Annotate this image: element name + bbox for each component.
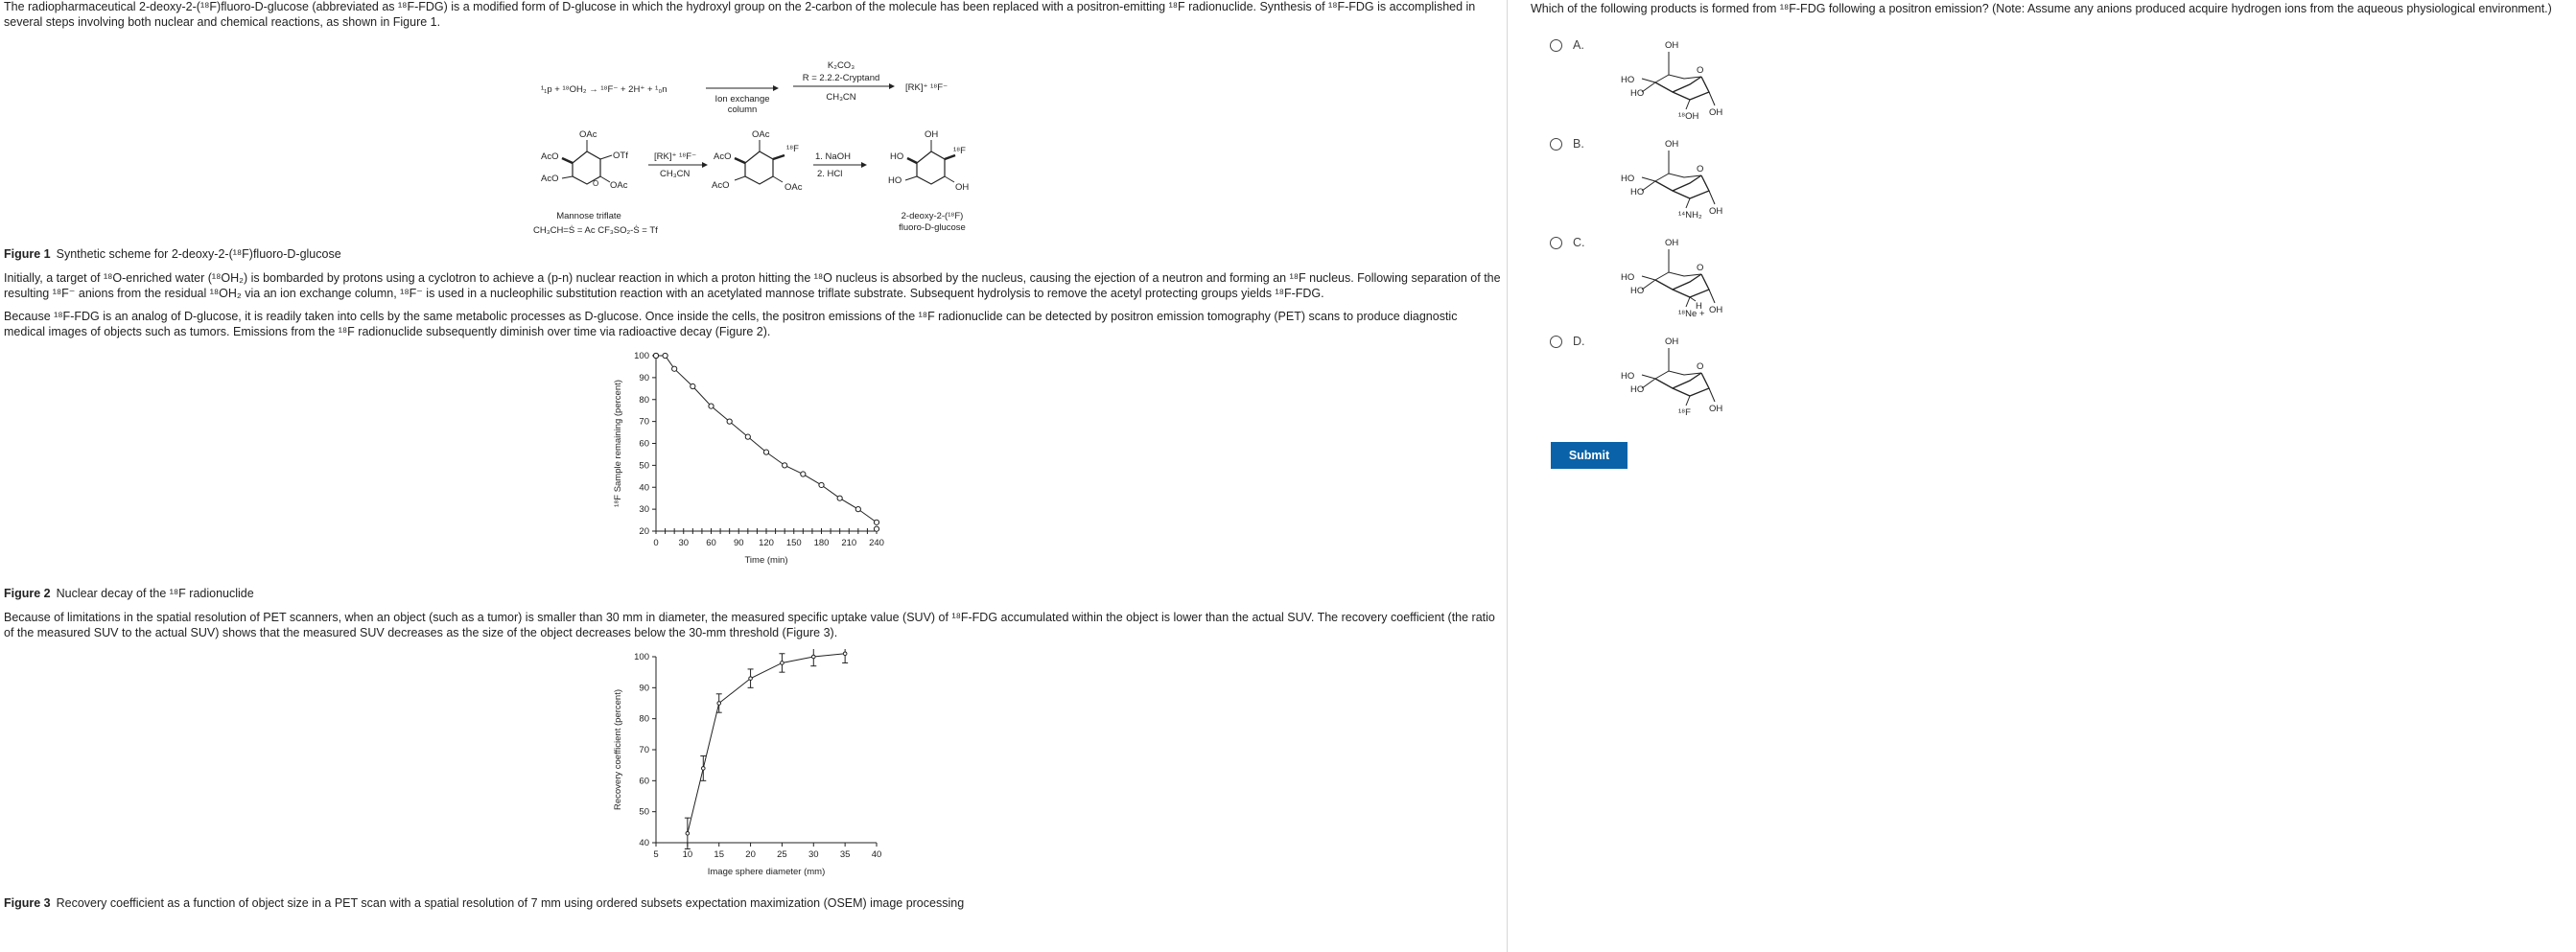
c2-bond [1686,396,1690,406]
x-tick-label: 210 [841,538,857,548]
y-tick-label: 80 [639,713,649,725]
recovery-curve [688,654,845,834]
question-text: Which of the following products is formed from ¹⁸F-FDG following a positron emission? (Note: Assume any anions produced acquire hydrogen ions from the aqueous physiological environment.) [1531,2,2552,15]
data-point [701,767,705,771]
y-tick-label: 40 [639,482,649,494]
x-tick-label: 5 [653,849,659,860]
svg-text:AcO: AcO [714,151,732,162]
data-point [801,472,806,476]
svg-text:AcO: AcO [712,180,730,191]
ho-bond [1642,375,1655,379]
oh-bond [1709,388,1715,402]
data-point [663,353,667,358]
data-point [653,353,658,358]
reagent-top: K₂CO₃ [827,60,855,71]
option-b-radio[interactable] [1550,138,1562,151]
y-tick-label: 100 [634,652,649,662]
ring-bond [1673,373,1709,396]
mannose-triflate-structure [541,129,628,191]
submit-button[interactable]: Submit [1551,442,1628,469]
ho-label: HO [1630,187,1645,197]
svg-text:OAc: OAc [752,129,770,140]
figure1-caption: Figure 1 Synthetic scheme for 2-deoxy-2-(¹⁸F)fluoro-D-glucose [4,247,341,261]
svg-text:OH: OH [955,182,970,193]
option-d-radio[interactable] [1550,336,1562,348]
data-point [783,463,787,468]
y-tick-label: 90 [639,683,649,694]
x-tick-label: 180 [813,538,830,548]
data-point [819,482,824,487]
data-point [709,404,714,408]
svg-text:HO: HO [888,175,902,186]
data-point [837,496,842,500]
option-c-radio[interactable] [1550,237,1562,249]
x-tick-label: 30 [678,538,690,548]
ring-oxygen-label: O [1697,361,1704,372]
oh-bond [1709,92,1715,105]
ho-label: HO [1621,75,1635,85]
y-tick-label: 30 [639,504,649,516]
x-tick-label: 120 [759,538,774,548]
data-point [874,526,878,531]
data-point [811,655,815,659]
data-point [843,652,847,656]
ho-label: HO [1621,272,1635,283]
x-tick-label: 150 [785,538,802,548]
y-tick-label: 60 [639,438,649,450]
column-label-2: column [727,104,758,115]
y-tick-label: 100 [634,351,649,361]
option-d[interactable] [1550,333,1838,419]
y-tick-label: 70 [639,416,649,428]
intro-paragraph: The radiopharmaceutical 2-deoxy-2-(¹⁸F)fluoro-D-glucose (abbreviated as ¹⁸F-FDG) is a modified form of D-glucose in which the hydroxyl group on the 2-carbon of the molecule has been replaced with a positron-emitting ¹⁸F radionuclide. Synthesis of ¹⁸F-FDG is accomplished in several steps involving both nuclear and chemical reactions, as shown in Figure 1. [4,0,1476,29]
ho-bond [1642,79,1655,82]
x-tick-label: 25 [777,849,787,860]
svg-text:OAc: OAc [579,129,597,140]
data-point [763,450,768,454]
ho-bond [1642,177,1655,181]
column-label-1: Ion exchange [714,94,770,104]
x-tick-label: 40 [871,849,882,860]
svg-text:HO: HO [890,151,904,162]
x-axis-label: Time (min) [744,555,788,566]
data-point [745,434,750,439]
svg-text:AcO: AcO [541,174,559,184]
option-a[interactable] [1550,36,1838,123]
option-d-letter: D. [1573,335,1585,348]
x-tick-label: 60 [706,538,716,548]
paragraph-2: Initially, a target of ¹⁸O-enriched water (¹⁸OH₂) is bombarded by protons using a cyclotron to achieve a (p-n) nuclear reaction in which a proton hitting the ¹⁸O nucleus is absorbed by the nucleus, causing the ejection of a neutron and forming an ¹⁸F nucleus. Following separation of the resulting ¹⁸F⁻ anions from the residual ¹⁸OH₂ via an ion exchange column, ¹⁸F⁻ is used in a nucleophilic substitution reaction with an acetylated mannose triflate substrate. Subsequent hydrolysis to remove the acetyl protecting groups yields ¹⁸F-FDG. [4,271,1501,300]
ring-oxygen-label: O [1697,65,1704,76]
ho-bond [1642,276,1655,280]
data-point [855,507,860,512]
ring-oxygen-label: O [1697,164,1704,174]
column-arrow-head [773,85,779,91]
x-tick-label: 30 [808,849,819,860]
paragraph-4: Because of limitations in the spatial resolution of PET scanners, when an object (such as a tumor) is smaller than 30 mm in diameter, the measured specific uptake value (SUV) of ¹⁸F-FDG accumulated within the object is lower than the actual SUV. The recovery coefficient (the ratio of the measured SUV to the actual SUV) shows that the measured SUV decreases as the size of the object decreases below the 30-mm threshold (Figure 3). [4,611,1495,639]
c2-substituent-label: ¹⁸Ne + [1678,309,1705,319]
c2-substituent-label: ¹⁸F [1678,407,1691,418]
abbreviation-legend: CH₃CH=Ṡ = Ac CF₃SO₂-Ṡ = Tf [533,225,658,236]
c2-bond [1686,100,1690,109]
y-tick-label: 20 [639,526,649,537]
nuclear-reaction-text: ¹₁p + ¹⁸OH₂ → ¹⁸F⁻ + 2H⁺ + ¹₀n [541,84,667,95]
anomeric-oh-label: OH [1709,305,1723,315]
x-tick-label: 20 [745,849,756,860]
oh-label: OH [1665,337,1679,347]
anomeric-oh-label: OH [1709,404,1723,414]
figure1-scheme [529,36,1028,233]
svg-text:OAc: OAc [610,180,628,191]
data-point [727,419,732,424]
question-pane [1531,0,2572,952]
x-tick-label: 90 [733,538,744,548]
x-tick-label: 10 [682,849,693,860]
svg-text:O: O [593,179,599,188]
data-point [686,832,690,836]
step2-reagent-top: [RK]⁺ ¹⁸F⁻ [654,151,697,162]
oh-bond [1709,191,1715,204]
ho-label: HO [1630,286,1645,296]
svg-text:¹⁸F: ¹⁸F [953,146,966,156]
figure3-caption: Figure 3 Recovery coefficient as a function of object size in a PET scan with a spatial resolution of 7 mm using ordered subsets expectation maximization (OSEM) image processing [4,896,965,910]
mannose-label: Mannose triflate [556,211,621,221]
product-complex: [RK]⁺ ¹⁸F⁻ [905,82,948,93]
option-d-structure [1605,333,1759,421]
option-c-letter: C. [1573,236,1585,249]
oh-label: OH [1665,238,1679,248]
reagent-arrow-head [889,83,895,89]
y-tick-label: 50 [639,806,649,818]
x-tick-label: 0 [653,538,659,548]
product-label-2: fluoro-D-glucose [899,222,966,233]
option-a-radio[interactable] [1550,39,1562,52]
y-tick-label: 90 [639,372,649,383]
h-label: H [1696,301,1702,312]
ho-label: HO [1621,371,1635,382]
option-c[interactable] [1550,234,1838,320]
option-a-structure [1605,36,1759,125]
c2-bond [1686,297,1690,307]
ho-label: HO [1630,384,1645,395]
option-a-letter: A. [1573,38,1584,52]
step3-reagent-bottom: 2. HCl [817,169,843,179]
data-point [874,520,878,524]
ho-label: HO [1621,174,1635,184]
option-b-structure [1605,135,1759,223]
svg-text:¹⁸F: ¹⁸F [786,144,799,154]
data-point [691,383,695,388]
data-point [749,677,753,681]
step2-reagent-bottom: CH₃CN [660,169,691,179]
c2-substituent-label: ¹⁸OH [1678,111,1699,122]
y-axis-label: ¹⁸F Sample remaining (percent) [613,380,623,507]
option-c-structure [1605,234,1759,322]
y-tick-label: 50 [639,460,649,472]
reagent-mid: R = 2.2.2-Cryptand [802,73,880,83]
option-b-letter: B. [1573,137,1584,151]
figure3-recovery-chart [606,649,894,884]
x-axis-label: Image sphere diameter (mm) [707,867,826,877]
data-point [717,702,721,706]
data-point [781,662,785,665]
figure2-decay-chart [606,348,894,578]
x-tick-label: 15 [714,849,725,860]
ho-label: HO [1630,88,1645,99]
reagent-bottom: CH₃CN [826,92,856,103]
x-tick-label: 240 [869,538,884,548]
svg-text:OTf: OTf [613,151,628,161]
ring-oxygen-label: O [1697,263,1704,273]
ring-bond [1673,77,1709,100]
acetylated-fdg-structure [712,129,803,193]
anomeric-oh-label: OH [1709,206,1723,217]
svg-text:OAc: OAc [785,182,803,193]
y-tick-label: 40 [639,838,649,848]
svg-text:AcO: AcO [541,151,559,162]
c2-bond [1686,198,1690,208]
oh-label: OH [1665,40,1679,51]
y-tick-label: 80 [639,394,649,406]
option-b[interactable] [1550,135,1838,221]
paragraph-3: Because ¹⁸F-FDG is an analog of D-glucose, it is readily taken into cells by the same metabolic processes as D-glucose. Once inside the cells, the positron emissions of the ¹⁸F radionuclide can be detected by positron emission tomography (PET) scans to produce diagnostic medical images of objects such as tumors. Emissions from the ¹⁸F radionuclide subsequently diminish over time via radioactive decay (Figure 2). [4,310,1458,338]
fdg-product-structure [888,129,969,193]
y-tick-label: 70 [639,745,649,755]
decay-curve [656,356,877,522]
x-tick-label: 35 [839,849,851,860]
ring-bond [1673,175,1709,198]
y-axis-label: Recovery coefficient (percent) [613,688,623,811]
data-point [672,366,677,371]
anomeric-oh-label: OH [1709,107,1723,118]
c2-substituent-label: ¹⁴NH₂ [1678,210,1702,221]
ring-bond [1673,274,1709,297]
oh-bond [1709,290,1715,303]
product-label-1: 2-deoxy-2-(¹⁸F) [901,211,964,221]
y-tick-label: 60 [639,776,649,787]
svg-text:OH: OH [925,129,939,140]
step3-reagent-top: 1. NaOH [815,151,851,162]
oh-label: OH [1665,139,1679,150]
figure2-caption: Figure 2 Nuclear decay of the ¹⁸F radionuclide [4,587,254,600]
